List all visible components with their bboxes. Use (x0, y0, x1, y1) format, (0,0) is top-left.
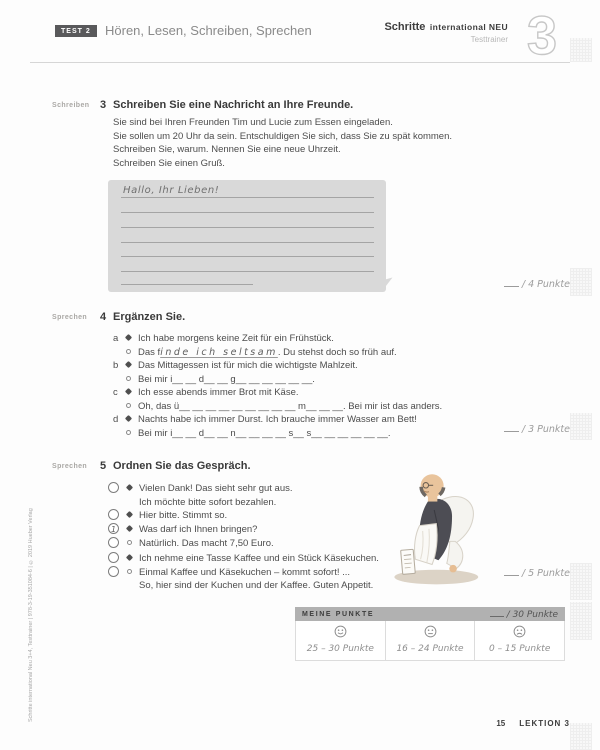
brand-suffix: international NEU (429, 22, 508, 32)
exercise-4-item-a (113, 333, 334, 344)
score-summary-header (295, 607, 565, 621)
dialog-row (108, 552, 379, 566)
diamond-icon (126, 511, 133, 518)
points-line-exercise-3: / 4 Punkte (504, 279, 570, 290)
dialog-row (108, 523, 257, 537)
circle-icon (126, 349, 131, 354)
dialog-line: Was darf ich Ihnen bringen? (139, 524, 258, 535)
scan-edge-texture (570, 563, 592, 600)
handwritten-answer: inde ich seltsam (160, 346, 278, 358)
volume-number-outline (517, 8, 567, 64)
diamond-icon (125, 415, 132, 422)
score-range-cell (474, 621, 564, 660)
exercise-4-item-c (113, 387, 299, 398)
score-summary-box (295, 607, 565, 661)
exercise-4-number: 4 (100, 311, 107, 323)
ruled-line (121, 284, 253, 285)
diamond-icon (126, 525, 133, 532)
item-text: Das Mittagessen ist für mich die wichtigste Mahlzeit. (138, 360, 358, 371)
lesson-label: LEKTION 3 (519, 719, 570, 728)
page-number: 15 (496, 719, 506, 728)
points-line-exercise-5: / 5 Punkte (504, 568, 570, 579)
dialog-row (108, 509, 227, 523)
score-total: / 30 Punkte (490, 609, 558, 620)
spine-copyright-text: Schritte international Neu 3+4, Testtrainer | 978-3-19-351084-6 | © 2019 Hueber Verlag (28, 508, 34, 722)
diamond-icon (125, 334, 132, 341)
dialog-line: Natürlich. Das macht 7,50 Euro. (139, 538, 274, 549)
exercise-3-instruction: Schreiben Sie, warum. Nennen Sie eine neue Uhrzeit. (113, 144, 341, 155)
page-footer (496, 719, 570, 728)
exercise-3-instruction: Sie sind bei Ihren Freunden Tim und Lucie zum Essen eingeladen. (113, 117, 393, 128)
brand-name: Schritte (384, 21, 426, 33)
exercise-3-title: Schreiben Sie eine Nachricht an Ihre Freunde. (113, 99, 354, 111)
order-circle (108, 509, 119, 520)
response-text: Das finde ich seltsam. Du stehst doch so früh auf. (138, 346, 397, 358)
order-circle (108, 482, 119, 493)
message-writing-area (108, 180, 386, 292)
ruled-line (121, 271, 374, 272)
dialog-line: Vielen Dank! Das sieht sehr gut aus. (139, 483, 293, 494)
exercise-4-response-b (113, 374, 315, 385)
dialog-row (108, 482, 293, 509)
scan-edge-texture (570, 268, 592, 296)
score-range-label: 0 – 15 Punkte (488, 644, 551, 654)
item-letter: a (113, 333, 119, 344)
score-range-label: 16 – 24 Punkte (396, 644, 464, 654)
order-circle (108, 566, 119, 577)
happy-face-icon (334, 625, 347, 638)
exercise-3-instruction: Schreiben Sie einen Gruß. (113, 157, 225, 169)
score-range-cell (296, 621, 385, 660)
diamond-icon (126, 484, 133, 491)
test-number-badge: TEST 2 (55, 25, 97, 37)
circle-icon (127, 569, 132, 574)
ruled-line (121, 242, 374, 243)
score-range-cell (385, 621, 475, 660)
score-summary-title: MEINE PUNKTE (302, 610, 375, 618)
handwritten-greeting: Hallo, Ihr Lieben! (123, 185, 220, 196)
circle-icon (126, 376, 131, 381)
circle-icon (127, 540, 132, 545)
scan-edge-texture (570, 38, 592, 62)
skill-label-schreiben: Schreiben (52, 102, 90, 109)
scan-edge-texture (570, 602, 592, 640)
dialog-line: Ich möchte bitte sofort bezahlen. (139, 496, 277, 508)
response-gap-text: Oh, das ü__ __ __ __ __ __ __ __ __ m__ __ __. Bei mir ist das anders. (138, 400, 443, 412)
circle-icon (126, 403, 131, 408)
exercise-5-title: Ordnen Sie das Gespräch. (113, 460, 251, 472)
score-range-label: 25 – 30 Punkte (306, 644, 374, 654)
dialog-line: Hier bitte. Stimmt so. (139, 510, 228, 521)
order-circle (108, 537, 119, 548)
score-blank (504, 568, 519, 576)
item-text: Ich habe morgens keine Zeit für ein Frühstück. (138, 333, 334, 344)
diamond-icon (125, 388, 132, 395)
circle-icon (126, 430, 131, 435)
exercise-4-response-d (113, 428, 390, 439)
brand-block (384, 20, 508, 45)
item-letter: d (113, 414, 119, 425)
score-blank (504, 279, 519, 287)
exercise-4-title: Ergänzen Sie. (113, 311, 186, 323)
scan-edge-texture (570, 723, 592, 750)
neutral-face-icon (424, 625, 437, 638)
order-number: 1 (110, 524, 117, 534)
dialog-row (108, 537, 274, 551)
exercise-5-number: 5 (100, 460, 107, 472)
ruled-line (121, 197, 374, 198)
score-blank (504, 424, 519, 432)
item-text: Ich esse abends immer Brot mit Käse. (138, 387, 299, 398)
brand-subtitle: Testtrainer (470, 35, 508, 44)
ruled-line (121, 212, 374, 213)
speech-bubble-tail (380, 277, 395, 290)
item-letter: b (113, 360, 119, 371)
ruled-line (121, 256, 374, 257)
dialog-line: Einmal Kaffee und Käsekuchen – kommt sofort! ... (139, 566, 351, 578)
exercise-4-item-d (113, 414, 417, 425)
scan-edge-texture (570, 413, 592, 440)
order-circle (108, 523, 119, 534)
score-blank (490, 609, 504, 617)
order-circle (108, 552, 119, 563)
sad-face-icon (513, 625, 526, 638)
svg-text:3: 3 (526, 8, 558, 64)
exercise-4-response-a (113, 347, 397, 358)
exercise-4-item-b (113, 360, 358, 371)
ruled-line (121, 227, 374, 228)
skill-label-sprechen: Sprechen (52, 314, 88, 321)
skill-label-sprechen: Sprechen (52, 463, 88, 470)
waiter-illustration (388, 468, 493, 598)
dialog-row (108, 566, 373, 593)
diamond-icon (125, 361, 132, 368)
response-gap-text: Bei mir i__ __ d__ __ g__ __ __ __ __ __. (138, 373, 315, 385)
response-gap-text: Bei mir i__ __ d__ __ n__ __ __ __ s__ s__ __ __ __ __ __. (138, 427, 391, 439)
score-ranges (295, 621, 565, 661)
diamond-icon (126, 553, 133, 560)
dialog-line: So, hier sind der Kuchen und der Kaffee. Guten Appetit. (139, 580, 374, 591)
dialog-line: Ich nehme eine Tasse Kaffee und ein Stück Käsekuchen. (139, 552, 379, 564)
exercise-4-response-c (113, 401, 442, 412)
points-line-exercise-4: / 3 Punkte (504, 424, 570, 435)
item-letter: c (113, 387, 118, 398)
page-title: Hören, Lesen, Schreiben, Sprechen (105, 23, 312, 38)
exercise-3-number: 3 (100, 99, 107, 111)
item-text: Nachts habe ich immer Durst. Ich brauche immer Wasser am Bett! (138, 414, 417, 425)
header-divider (30, 62, 570, 63)
exercise-3-instruction: Sie sollen um 20 Uhr da sein. Entschuldigen Sie sich, dass Sie zu spät kommen. (113, 130, 453, 142)
